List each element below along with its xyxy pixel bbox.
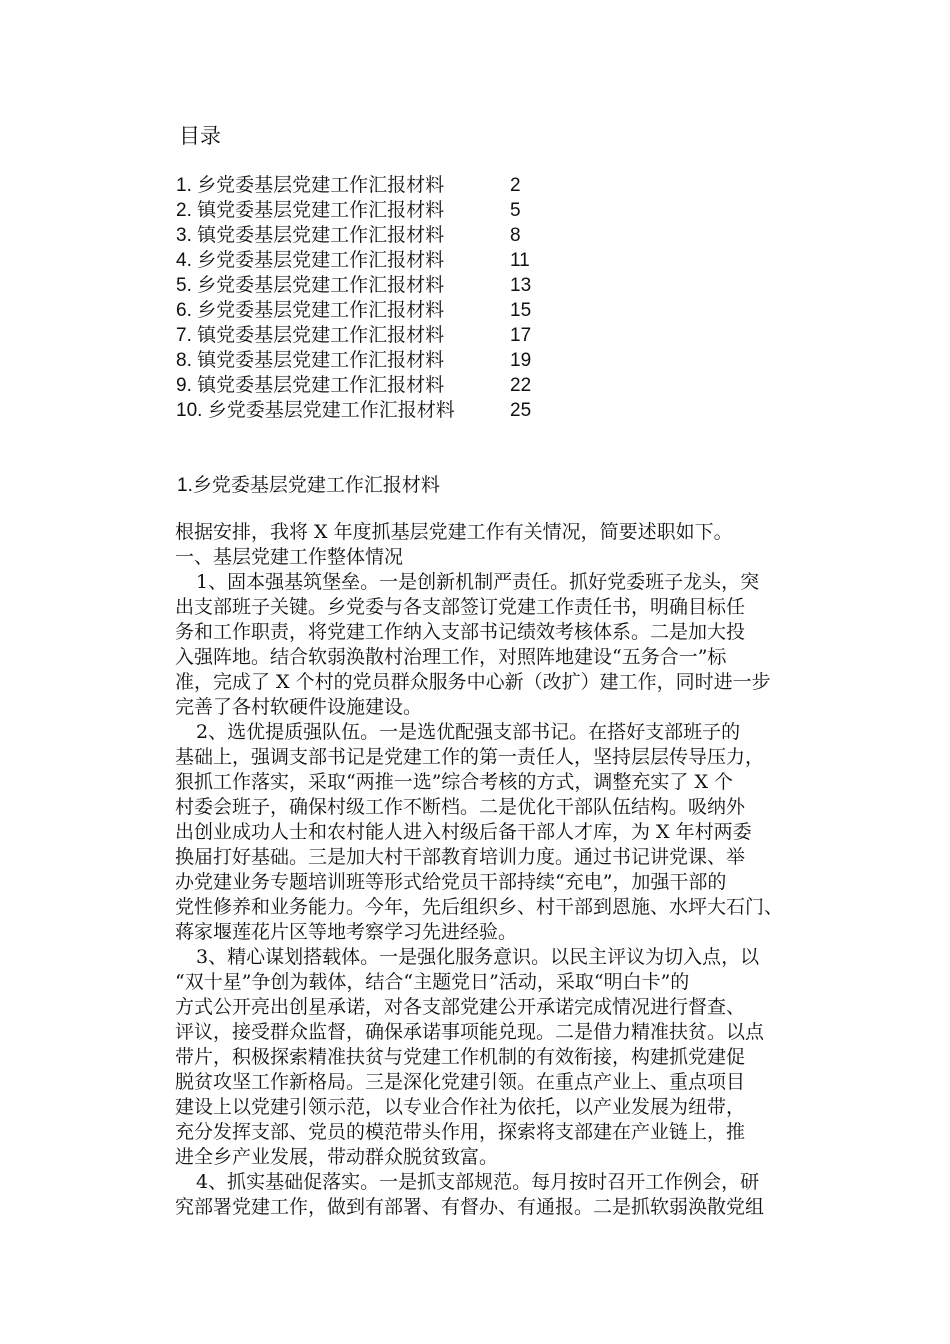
toc-item[interactable] (176, 223, 596, 248)
toc-item-label: 3. 镇党委基层党建工作汇报材料 (176, 225, 445, 246)
toc-item-page: 17 (510, 325, 532, 346)
paragraph-line: 入强阵地。结合软弱涣散村治理工作，对照阵地建设“五务合一”标 (175, 646, 727, 668)
paragraph-line: 蒋家堰莲花片区等地考察学习先进经验。 (175, 921, 518, 943)
paragraph-line: 评议，接受群众监督，确保承诺事项能兑现。二是借力精准扶贫。以点 (175, 1021, 765, 1043)
table-of-contents (176, 173, 596, 423)
toc-item-label: 6. 乡党委基层党建工作汇报材料 (176, 300, 445, 321)
paragraph-line: 务和工作职责，将党建工作纳入支部书记绩效考核体系。二是加大投 (175, 621, 746, 643)
paragraph-line: 准，完成了 X 个村的党员群众服务中心新（改扩）建工作，同时进一步 (175, 671, 771, 693)
toc-item-label: 8. 镇党委基层党建工作汇报材料 (176, 350, 445, 371)
paragraph-line: 根据安排，我将 X 年度抓基层党建工作有关情况，简要述职如下。 (175, 521, 733, 543)
paragraph-line: 4、抓实基础促落实。一是抓支部规范。每月按时召开工作例会，研 (177, 1171, 760, 1193)
toc-item[interactable] (176, 348, 596, 373)
toc-item-page: 19 (510, 350, 532, 371)
paragraph-line: 2、选优提质强队伍。一是选优配强支部书记。在搭好支部班子的 (177, 721, 741, 743)
toc-item-label: 5. 乡党委基层党建工作汇报材料 (176, 275, 445, 296)
paragraph-line: 村委会班子，确保村级工作不断档。二是优化干部队伍结构。吸纳外 (175, 796, 746, 818)
toc-item-label: 1. 乡党委基层党建工作汇报材料 (176, 175, 445, 196)
paragraph-line: 基础上，强调支部书记是党建工作的第一责任人，坚持层层传导压力， (175, 746, 765, 768)
paragraph-line: 究部署党建工作，做到有部署、有督办、有通报。二是抓软弱涣散党组 (175, 1196, 765, 1218)
paragraph-line: 党性修养和业务能力。今年，先后组织乡、村干部到恩施、水坪大石门、 (175, 896, 784, 918)
toc-item-page: 8 (510, 225, 521, 246)
paragraph-line: 狠抓工作落实，采取“两推一选”综合考核的方式，调整充实了 X 个 (175, 771, 734, 793)
paragraph-line: 换届打好基础。三是加大村干部教育培训力度。通过书记讲党课、举 (175, 846, 746, 868)
toc-item[interactable] (176, 298, 596, 323)
toc-item-page: 11 (510, 250, 530, 271)
paragraph-line: 充分发挥支部、党员的模范带头作用，探索将支部建在产业链上，推 (175, 1121, 746, 1143)
paragraph-line: 出创业成功人士和农村能人进入村级后备干部人才库，为 X 年村两委 (175, 821, 752, 843)
paragraph-line: 带片，积极探索精准扶贫与党建工作机制的有效衔接，构建抓党建促 (175, 1046, 746, 1068)
toc-item-page: 25 (510, 400, 532, 421)
toc-item[interactable] (176, 398, 596, 423)
paragraph-line: 3、精心谋划搭载体。一是强化服务意识。以民主评议为切入点，以 (177, 946, 760, 968)
toc-item-label: 10. 乡党委基层党建工作汇报材料 (176, 400, 455, 421)
paragraph-line: 办党建业务专题培训班等形式给党员干部持续“充电”，加强干部的 (175, 871, 727, 893)
paragraph-line: 建设上以党建引领示范，以专业合作社为依托，以产业发展为纽带， (175, 1096, 746, 1118)
paragraph-line: 方式公开亮出创星承诺，对各支部党建公开承诺完成情况进行督查、 (175, 996, 746, 1018)
toc-item[interactable] (176, 173, 596, 198)
paragraph-line: 进全乡产业发展，带动群众脱贫致富。 (175, 1146, 499, 1168)
toc-title: 目录 (179, 125, 221, 148)
toc-item[interactable] (176, 373, 596, 398)
toc-item-label: 4. 乡党委基层党建工作汇报材料 (176, 250, 445, 271)
toc-item[interactable] (176, 248, 596, 273)
paragraph-line: “双十星”争创为载体，结合“主题党日”活动，采取“明白卡”的 (175, 971, 690, 993)
toc-item-page: 22 (510, 375, 532, 396)
toc-item-page: 5 (510, 200, 521, 221)
toc-item-page: 13 (510, 275, 532, 296)
toc-item-label: 7. 镇党委基层党建工作汇报材料 (176, 325, 445, 346)
toc-item-page: 15 (510, 300, 532, 321)
section-heading: 1.乡党委基层党建工作汇报材料 (177, 475, 440, 496)
toc-item[interactable] (176, 323, 596, 348)
body-text (175, 520, 815, 1220)
toc-item[interactable] (176, 198, 596, 223)
paragraph-line: 1、固本强基筑堡垒。一是创新机制严责任。抓好党委班子龙头，突 (177, 571, 760, 593)
paragraph-line: 脱贫攻坚工作新格局。三是深化党建引领。在重点产业上、重点项目 (175, 1071, 746, 1093)
toc-item[interactable] (176, 273, 596, 298)
paragraph-line: 一、基层党建工作整体情况 (175, 546, 404, 568)
toc-item-label: 2. 镇党委基层党建工作汇报材料 (176, 200, 445, 221)
toc-item-label: 9. 镇党委基层党建工作汇报材料 (176, 375, 445, 396)
toc-item-page: 2 (510, 175, 521, 196)
paragraph-line: 完善了各村软硬件设施建设。 (175, 696, 423, 718)
paragraph-line: 出支部班子关键。乡党委与各支部签订党建工作责任书，明确目标任 (175, 596, 746, 618)
